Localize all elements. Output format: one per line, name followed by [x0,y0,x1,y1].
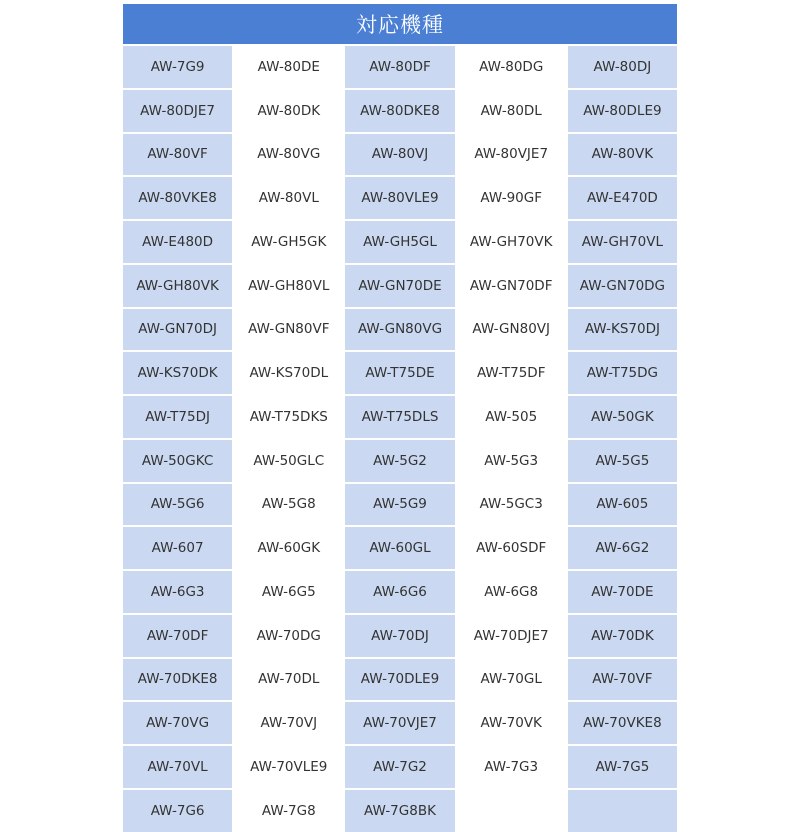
model-cell: AW-GH80VL [234,265,343,307]
model-cell: AW-T75DG [568,352,677,394]
model-cell: AW-70GL [457,659,566,701]
model-cell: AW-E470D [568,177,677,219]
model-cell: AW-T75DLS [345,396,454,438]
model-cell: AW-GN70DG [568,265,677,307]
model-cell: AW-7G2 [345,746,454,788]
model-cell: AW-607 [123,527,232,569]
model-cell: AW-70DL [234,659,343,701]
model-cell: AW-70VG [123,702,232,744]
model-cell: AW-80DKE8 [345,90,454,132]
model-cell: AW-5G6 [123,484,232,526]
model-cell: AW-KS70DL [234,352,343,394]
model-cell: AW-GN70DJ [123,309,232,351]
model-cell: AW-70VKE8 [568,702,677,744]
model-cell: AW-70DLE9 [345,659,454,701]
model-cell: AW-5G9 [345,484,454,526]
model-cell: AW-70VJE7 [345,702,454,744]
model-cell: AW-T75DKS [234,396,343,438]
model-cell: AW-5G8 [234,484,343,526]
model-cell: AW-GH80VK [123,265,232,307]
model-cell: AW-70DJE7 [457,615,566,657]
model-cell: AW-T75DJ [123,396,232,438]
model-cell: AW-70VK [457,702,566,744]
model-cell: AW-6G3 [123,571,232,613]
model-cell: AW-7G6 [123,790,232,832]
model-cell: AW-70DE [568,571,677,613]
model-cell: AW-5G2 [345,440,454,482]
model-cell: AW-70DJ [345,615,454,657]
model-cell: AW-80VF [123,134,232,176]
model-cell: AW-80VLE9 [345,177,454,219]
compatible-models-sheet [123,4,677,832]
model-cell: AW-90GF [457,177,566,219]
model-cell: AW-GN80VJ [457,309,566,351]
model-cell: AW-GH70VK [457,221,566,263]
model-cell: AW-7G8 [234,790,343,832]
model-cell: AW-70VL [123,746,232,788]
model-cell: AW-50GLC [234,440,343,482]
model-cell: AW-GN70DF [457,265,566,307]
model-cell: AW-T75DF [457,352,566,394]
model-cell: AW-80DJ [568,46,677,88]
model-cell: AW-70VLE9 [234,746,343,788]
model-cell: AW-50GK [568,396,677,438]
model-cell: AW-KS70DJ [568,309,677,351]
model-cell: AW-80DF [345,46,454,88]
model-cell: AW-70DG [234,615,343,657]
model-cell: AW-80DLE9 [568,90,677,132]
model-cell: AW-80DE [234,46,343,88]
model-cell: AW-70DF [123,615,232,657]
model-grid [123,46,677,832]
model-cell: AW-KS70DK [123,352,232,394]
empty-cell [457,790,566,832]
model-cell: AW-GN70DE [345,265,454,307]
model-cell: AW-70VJ [234,702,343,744]
model-cell: AW-80DL [457,90,566,132]
model-cell: AW-GH5GK [234,221,343,263]
model-cell: AW-50GKC [123,440,232,482]
model-cell: AW-GN80VF [234,309,343,351]
model-cell: AW-70DKE8 [123,659,232,701]
model-cell: AW-60SDF [457,527,566,569]
model-cell: AW-80VJ [345,134,454,176]
model-cell: AW-E480D [123,221,232,263]
model-cell: AW-7G9 [123,46,232,88]
page-title: 対応機種 [123,4,677,44]
model-cell: AW-80VL [234,177,343,219]
model-cell: AW-6G5 [234,571,343,613]
model-cell: AW-6G2 [568,527,677,569]
model-cell: AW-5G3 [457,440,566,482]
model-cell: AW-T75DE [345,352,454,394]
model-cell: AW-80VJE7 [457,134,566,176]
model-cell: AW-80VKE8 [123,177,232,219]
model-cell: AW-80DK [234,90,343,132]
model-cell: AW-80DJE7 [123,90,232,132]
model-cell: AW-60GK [234,527,343,569]
model-cell: AW-60GL [345,527,454,569]
model-cell: AW-5GC3 [457,484,566,526]
model-cell: AW-70VF [568,659,677,701]
model-cell: AW-80VK [568,134,677,176]
model-cell: AW-7G5 [568,746,677,788]
model-cell: AW-80DG [457,46,566,88]
model-cell: AW-7G3 [457,746,566,788]
model-cell: AW-GH5GL [345,221,454,263]
model-cell: AW-505 [457,396,566,438]
model-cell: AW-6G6 [345,571,454,613]
model-cell: AW-6G8 [457,571,566,613]
model-cell: AW-5G5 [568,440,677,482]
model-cell: AW-70DK [568,615,677,657]
model-cell: AW-7G8BK [345,790,454,832]
model-cell: AW-80VG [234,134,343,176]
model-cell: AW-GH70VL [568,221,677,263]
model-cell: AW-GN80VG [345,309,454,351]
model-cell: AW-605 [568,484,677,526]
empty-cell [568,790,677,832]
